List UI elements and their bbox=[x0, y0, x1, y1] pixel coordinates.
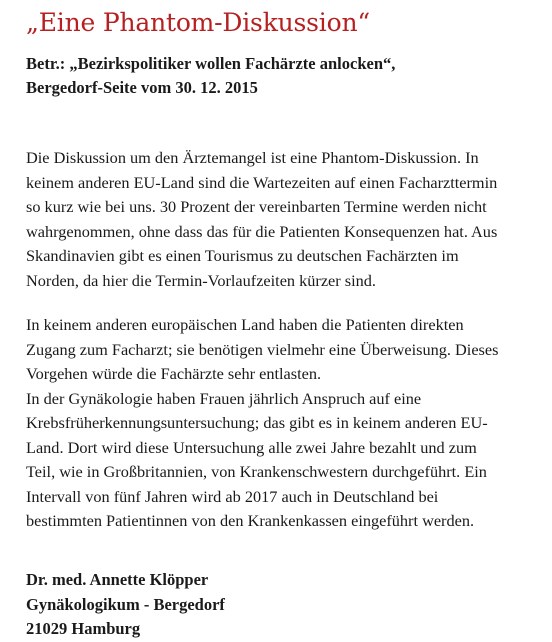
text-line: In keinem anderen europäischen Land haben die Patienten direkten bbox=[26, 315, 464, 334]
author-city: 21029 Hamburg bbox=[26, 619, 141, 638]
text-line: Intervall von fünf Jahren wird ab 2017 auch in Deutschland bei bbox=[26, 486, 439, 506]
text-line: so kurz wie bei uns. 30 Prozent der vereinbarten Termine werden nicht bbox=[26, 197, 487, 216]
paragraph-1 bbox=[26, 146, 536, 293]
text-line: Vorgehen würde die Fachärzte sehr entlasten. bbox=[26, 364, 322, 383]
headline: „Eine Phantom-Diskussion“ bbox=[26, 8, 370, 37]
text-line: Skandinavien gibt es einen Tourismus zu deutschen Fachärzten im bbox=[26, 246, 459, 265]
paragraph-2 bbox=[26, 313, 536, 534]
signature-block bbox=[26, 568, 225, 642]
author-affiliation: Gynäkologikum - Bergedorf bbox=[26, 594, 225, 614]
text-line: bestimmten Patientinnen von den Krankenkassen eingeführt werden. bbox=[26, 511, 475, 530]
author-name: Dr. med. Annette Klöpper bbox=[26, 570, 209, 589]
subject-line bbox=[26, 52, 395, 100]
text-line: Krebsfrüherkennungsuntersuchung; das gibt es in keinem anderen EU- bbox=[26, 413, 488, 432]
text-line: Die Diskussion um den Ärztemangel ist eine Phantom-Diskussion. In bbox=[26, 148, 479, 167]
text-line: keinem anderen EU-Land sind die Wartezeiten auf einen Facharzttermin bbox=[26, 172, 498, 192]
subject-line-2: Bergedorf-Seite vom 30. 12. 2015 bbox=[26, 78, 258, 97]
text-line: Land. Dort wird diese Untersuchung alle zwei Jahre bezahlt und zum bbox=[26, 437, 477, 457]
text-line: wahrgenommen, ohne dass das für die Patienten Konsequenzen hat. Aus bbox=[26, 221, 498, 241]
text-line: In der Gynäkologie haben Frauen jährlich Anspruch auf eine bbox=[26, 388, 422, 408]
text-line: Norden, da hier die Termin-Vorlaufzeiten kürzer sind. bbox=[26, 270, 376, 290]
text-line: Teil, wie in Großbritannien, von Krankenschwestern durchgeführt. Ein bbox=[26, 462, 487, 481]
subject-line-1: Betr.: „Bezirkspolitiker wollen Fachärzte anlocken“, bbox=[26, 54, 396, 73]
text-line: Zugang zum Facharzt; sie benötigen vielmehr eine Überweisung. Dieses bbox=[26, 339, 499, 359]
